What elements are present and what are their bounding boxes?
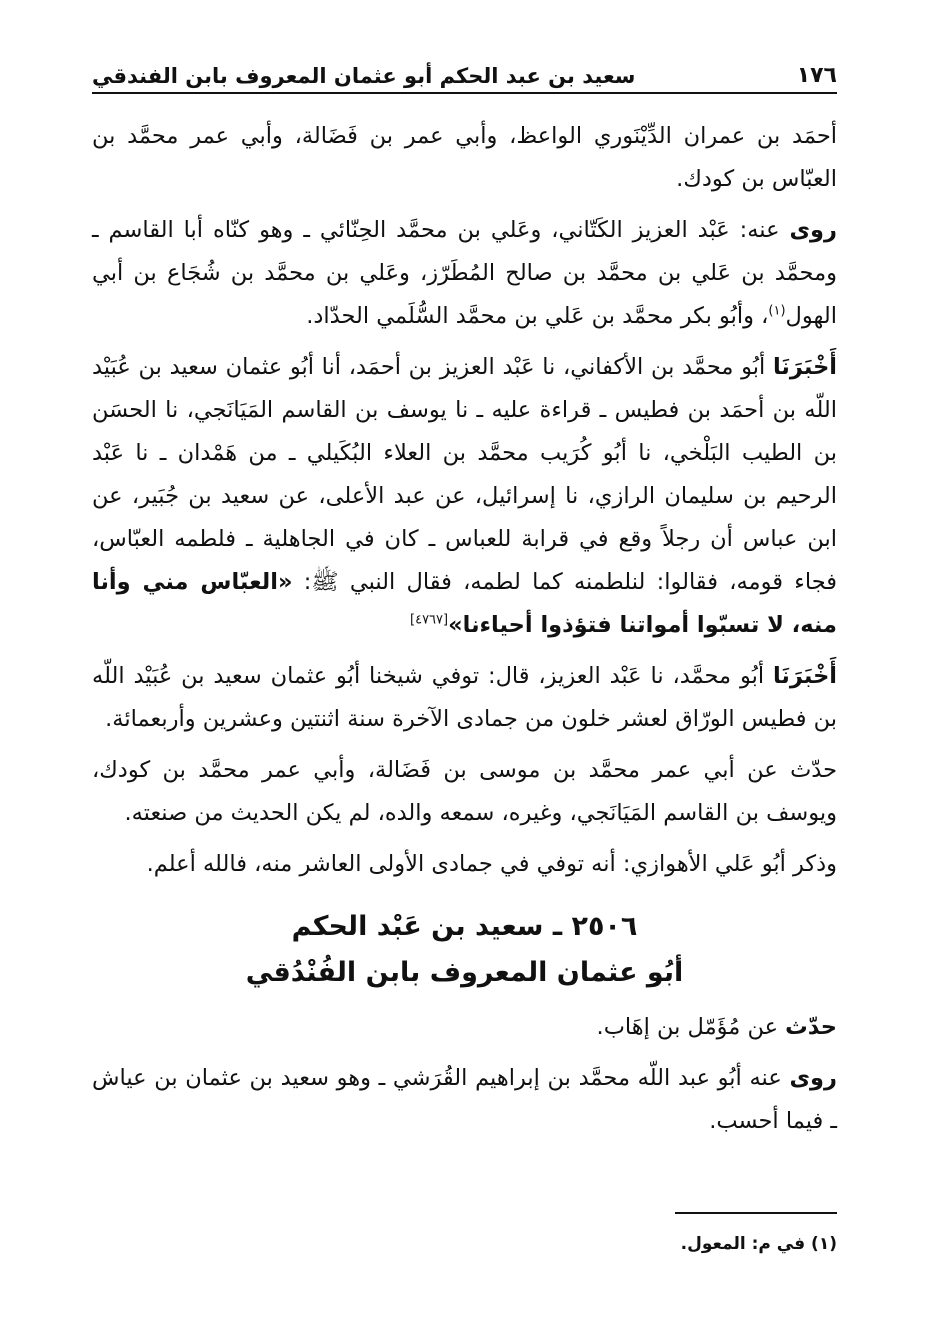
page-number: ١٧٦: [796, 63, 837, 88]
entry-heading: [92, 904, 837, 996]
footnote-divider: [675, 1212, 837, 1214]
paragraph: أَخْبَرَنَا أبُو محمَّد، نا عَبْد العزيز، قال: توفي شيخنا أبُو عثمان سعيد بن عُبَيْد اللّه بن فطيس الورّاق لعشر خلون من جمادى الآخرة سنة اثنتين وعشرين وأربعمائة.: [92, 663, 837, 732]
footnote-ref: (١): [768, 303, 786, 319]
entry-title: ٢٥٠٦ ـ سعيد بن عَبْد الحكم: [291, 911, 638, 942]
entry-subtitle: أبُو عثمان المعروف بابن الفُنْدُقي: [245, 957, 684, 988]
lead-word: روى: [789, 217, 837, 243]
paragraph: روى عنه أبُو عبد اللّه محمَّد بن إبراهيم القُرَشي ـ وهو سعيد بن عثمان بن عياش ـ فيما أحسب.: [92, 1065, 837, 1134]
paragraph: روى عنه: عَبْد العزيز الكَتّاني، وعَلي بن محمَّد الحِنّائي ـ وهو كنّاه أبا القاسم ـ ومحمَّد بن عَلي بن محمَّد بن صالح المُطَرّز، وعَلي بن محمَّد بن شُجَاع بن أبي الهول$^{(١)}$، وأبُو بكر محمَّد بن عَلي بن محمَّد السُّلَمي الحدّاد.: [92, 217, 837, 329]
paragraph: حدّث عن مُؤَمّل بن إهَاب.: [596, 1014, 837, 1040]
paragraph: أَخْبَرَنَا أبُو محمَّد بن الأكفاني، نا عَبْد العزيز بن أحمَد، أنا أبُو عثمان سعيد بن عُبَيْد اللّه بن أحمَد بن فطيس ـ قراءة عليه ـ نا يوسف بن القاسم المَيَانَجي، نا الحسَن بن الطيب البَلْخي، نا أبُو كُرَيب محمَّد بن العلاء البُكَيلي ـ من هَمْدان ـ نا عَبْد الرحيم بن سليمان الرازي، نا إسرائيل، عن عبد الأعلى، عن سعيد بن جُبَير، عن ابن عباس أن رجلاً وقع في قرابة للعباس ـ كان في الجاهلية ـ فلطمه العبّاس، فجاء قومه، فقالوا: لنلطمنه كما لطمه، فقال النبي ﷺ: «العبّاس مني وأنا منه، لا تسبّوا أمواتنا فتؤذوا أحياءنا»[٤٧٦٧]: [92, 354, 837, 638]
lead-word: حدّث: [785, 1014, 837, 1040]
lead-word: أَخْبَرَنَا: [772, 663, 837, 689]
lead-word: روى: [789, 1065, 837, 1091]
main-text: [92, 115, 837, 1151]
footnote: (١) في م: المعول.: [680, 1234, 837, 1254]
paragraph: حدّث عن أبي عمر محمَّد بن موسى بن فَضَالة، وأبي عمر محمَّد بن كودك، ويوسف بن القاسم المَيَانَجي، وغيره، سمعه والده، لم يكن الحديث من صنعته.: [92, 757, 837, 826]
running-title: سعيد بن عبد الحكم أبو عثمان المعروف بابن الفندقي: [92, 64, 636, 88]
hadith-number: [٤٧٦٧]: [410, 612, 449, 628]
footnotes: [104, 1212, 837, 1254]
hadith-quote: «العبّاس مني وأنا منه، لا تسبّوا أمواتنا فتؤذوا أحياءنا»: [92, 569, 837, 638]
paragraph: أحمَد بن عمران الدِّيْنَوري الواعظ، وأبي عمر بن فَضَالة، وأبي عمر محمَّد بن العبّاس بن كودك.: [92, 123, 837, 192]
lead-word: أَخْبَرَنَا: [772, 354, 837, 380]
page-header: [92, 52, 837, 94]
paragraph: وذكر أبُو عَلي الأهوازي: أنه توفي في جمادى الأولى العاشر منه، فالله أعلم.: [146, 851, 837, 877]
